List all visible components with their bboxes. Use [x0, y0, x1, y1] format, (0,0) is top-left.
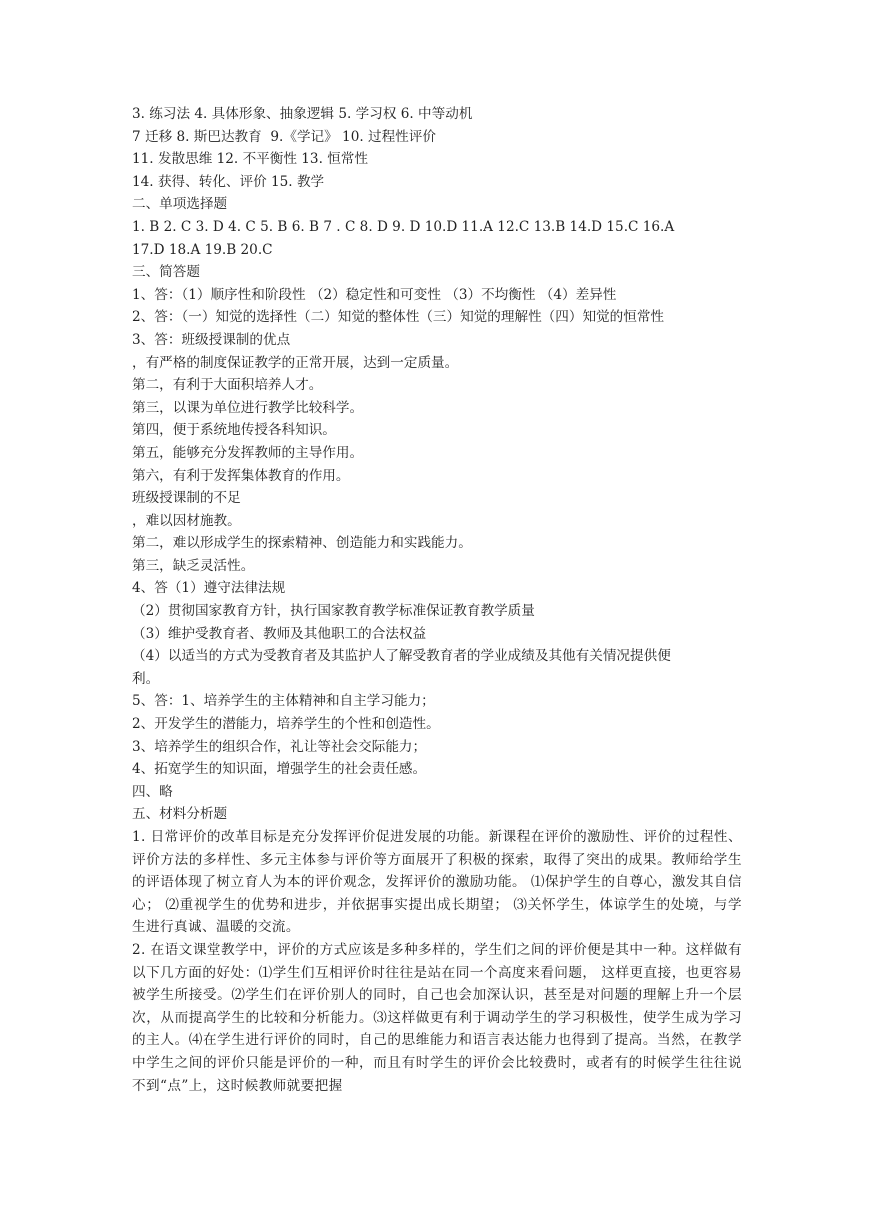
text-line: 14. 获得、转化、评价 15. 教学	[132, 173, 325, 190]
text-line: 2、答：（一）知觉的选择性（二）知觉的整体性（三）知觉的理解性（四）知觉的恒常性	[132, 309, 665, 326]
text-line: 4、拓宽学生的知识面，增强学生的社会责任感。	[132, 761, 427, 778]
text-line: 3、培养学生的组织合作，礼让等社会交际能力；	[132, 738, 427, 755]
text-line: 1. B 2. C 3. D 4. C 5. B 6. B 7 . C 8. D 9. D 10.D 11.A 12.C 13.B 14.D 15.C 16.A	[132, 218, 675, 235]
text-line: 第二，难以形成学生的探索精神、创造能力和实践能力。	[132, 535, 472, 552]
section-heading: 四、略	[132, 783, 173, 800]
text-line: 4、答（1）遵守法律法规	[132, 580, 286, 597]
text-line: 第二，有利于大面积培养人才。	[132, 377, 323, 394]
text-line: ，难以因材施教。	[132, 512, 241, 529]
text-line: 11. 发散思维 12. 不平衡性 13. 恒常性	[132, 151, 368, 168]
text-line: 3、答：班级授课制的优点	[132, 331, 291, 348]
text-line: 第五，能够充分发挥教师的主导作用。	[132, 444, 364, 461]
text-line: 班级授课制的不足	[132, 490, 241, 507]
text-line: ，有严格的制度保证教学的正常开展，达到一定质量。	[132, 354, 459, 371]
text-line: （2）贯彻国家教育方针，执行国家教育教学标准保证教育教学质量	[132, 603, 535, 620]
text-line: 第四，便于系统地传授各科知识。	[132, 422, 336, 439]
section-heading: 三、简答题	[132, 264, 200, 281]
text-line: 2、开发学生的潜能力，培养学生的个性和创造性。	[132, 716, 440, 733]
section-heading: 五、材料分析题	[132, 806, 228, 823]
text-line: 17.D 18.A 19.B 20.C	[132, 241, 273, 258]
text-line: 利。	[132, 670, 160, 687]
text-line: 5、答：1、培养学生的主体精神和自主学习能力；	[132, 693, 435, 710]
text-line: （4）以适当的方式为受教育者及其监护人了解受教育者的学业成绩及其他有关情况提供便	[132, 648, 671, 665]
text-line: 第三，缺乏灵活性。	[132, 557, 255, 574]
text-line: （3）维护受教育者、教师及其他职工的合法权益	[132, 625, 427, 642]
text-line: 1、答：（1）顺序性和阶段性 （2）稳定性和可变性 （3）不均衡性 （4）差异性	[132, 286, 617, 303]
answer-key-content	[132, 103, 742, 1097]
paragraph: 1. 日常评价的改革目标是充分发挥评价促进发展的功能。新课程在评价的激励性、评价的过程性、评价方法的多样性、多元主体参与评价等方面展开了积极的探索，取得了突出的成果。教师给学生的评语体现了树立育人为本的评价观念，发挥评价的激励功能。 ⑴保护学生的自尊心，激发其自信心； ⑵重视学生的优势和进步，并依据事实提出成长期望； ⑶关怀学生，体谅学生的处境，与学生进行真诚、温暖的交流。	[132, 829, 742, 936]
text-line: 7 迁移 8. 斯巴达教育 9.《学记》 10. 过程性评价	[132, 128, 436, 145]
section-heading: 二、单项选择题	[132, 196, 228, 213]
text-line: 第六，有利于发挥集体教育的作用。	[132, 467, 350, 484]
text-line: 3. 练习法 4. 具体形象、抽象逻辑 5. 学习权 6. 中等动机	[132, 106, 473, 122]
text-line: 第三，以课为单位进行教学比较科学。	[132, 399, 364, 416]
paragraph: 2. 在语文课堂教学中，评价的方式应该是多种多样的，学生们之间的评价便是其中一种。这样做有以下几方面的好处：⑴学生们互相评价时往往是站在同一个高度来看问题， 这样更直接，也更容易被学生所接受。⑵学生们在评价别人的同时，自己也会加深认识，甚至是对问题的理解上升一个层次，从而提高学生的比较和分析能力。⑶这样做更有利于调动学生的学习积极性，使学生成为学习的主人。⑷在学生进行评价的同时，自己的思维能力和语言表达能力也得到了提高。当然，在教学中学生之间的评价只能是评价的一种，而且有时学生的评价会比较费时，或者有的时候学生往往说不到“点”上，这时候教师就要把握	[132, 941, 742, 1094]
